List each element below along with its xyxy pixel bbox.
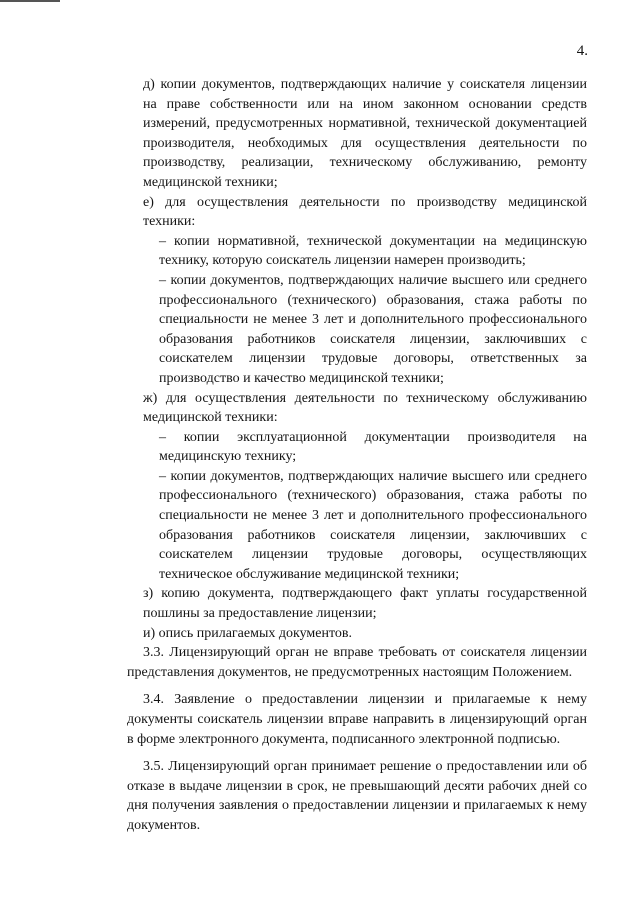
- paragraph-item-i: и) опись прилагаемых документов.: [143, 625, 353, 641]
- paragraph-subitem-zh1: – копии эксплуатационной документации производителя на медицинскую технику;: [159, 429, 587, 465]
- paragraph-subitem-zh2: – копии документов, подтверждающих наличие высшего или среднего профессионального (технического) образования, стажа работы по специальности не менее 3 лет и дополнительного профессионального образования работников соискателя лицензии, заключивших с соискателем лицензии трудовые договоры, осуществляющих техническое обслуживание медицинской техники;: [159, 468, 587, 582]
- paragraph-subitem-e2: – копии документов, подтверждающих наличие высшего или среднего профессионального (технического) образования, стажа работы по специальности не менее 3 лет и дополнительного профессионального образования работников соискателя лицензии, заключивших с соискателем лицензии трудовые договоры, ответственных за производство и качество медицинской техники;: [159, 272, 587, 386]
- paragraph-section-3-5: 3.5. Лицензирующий орган принимает решение о предоставлении или об отказе в выдаче лицензии в срок, не превышающий десяти рабочих дней со дня получения заявления о предоставлении лицензии и прилагаемых к нему документов.: [127, 759, 587, 833]
- page-number: 4.: [576, 43, 588, 59]
- paragraph-subitem-e1: – копии нормативной, технической документации на медицинскую технику, которую соискатель лицензии намерен производить;: [159, 233, 587, 269]
- paragraph-section-3-4: 3.4. Заявление о предоставлении лицензии и прилагаемые к нему документы соискатель лицензии вправе направить в лицензирующий орган в форме электронного документа, подписанного электронной подписью.: [127, 692, 587, 747]
- paragraph-item-zh: ж) для осуществления деятельности по техническому обслуживанию медицинской техники:: [143, 390, 587, 426]
- paragraph-item-d: д) копии документов, подтверждающих наличие у соискателя лицензии на праве собственности или на ином законном основании средств измерений, предусмотренных нормативной, технической документацией производителя, необходимых для осуществления деятельности по производству, реализации, техническому обслуживанию, ремонту медицинской техники;: [143, 77, 587, 190]
- paragraph-item-z: з) копию документа, подтверждающего факт уплаты государственной пошлины за предоставление лицензии;: [143, 586, 587, 622]
- document-body: [127, 75, 587, 836]
- paragraph-section-3-3: 3.3. Лицензирующий орган не вправе требовать от соискателя лицензии представления документов, не предусмотренных настоящим Положением.: [127, 645, 587, 680]
- top-edge-line: [0, 0, 60, 2]
- paragraph-item-e: е) для осуществления деятельности по производству медицинской техники:: [143, 194, 587, 230]
